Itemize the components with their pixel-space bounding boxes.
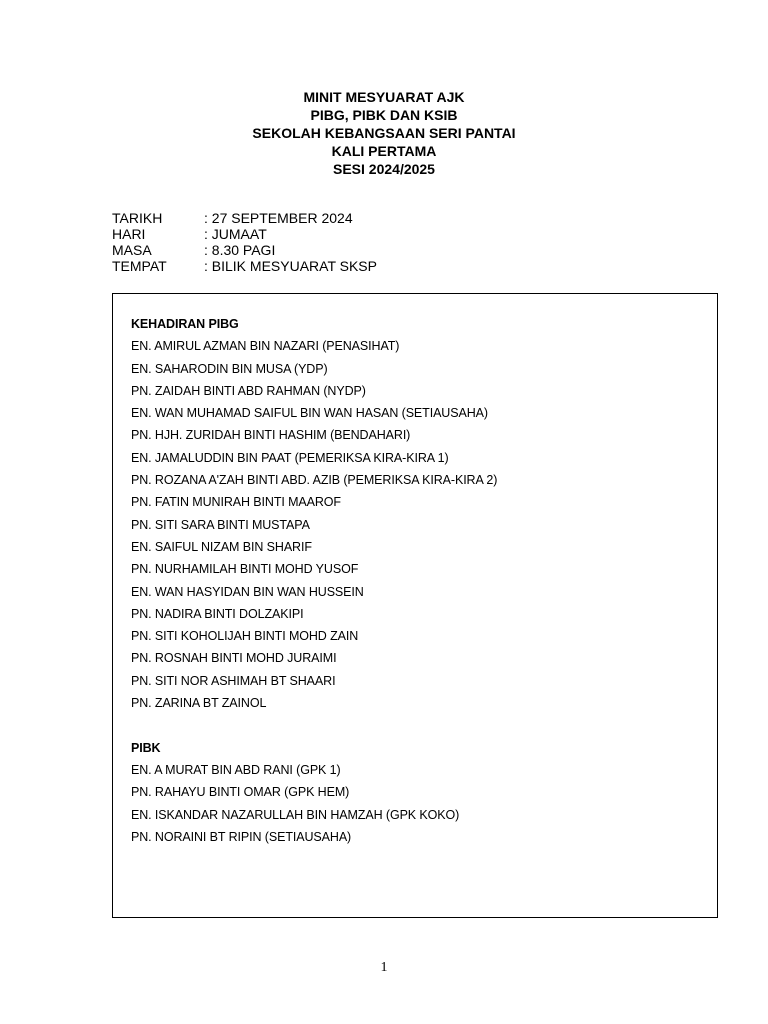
list-item: PN. NORAINI BT RIPIN (SETIAUSAHA) <box>131 829 352 844</box>
attendance-list <box>131 313 497 848</box>
meta-value: : 27 SEPTEMBER 2024 <box>204 210 353 226</box>
list-item: EN. AMIRUL AZMAN BIN NAZARI (PENASIHAT) <box>131 339 400 354</box>
attendance-box <box>112 293 718 918</box>
list-item: EN. WAN MUHAMAD SAIFUL BIN WAN HASAN (SETIAUSAHA) <box>131 406 488 421</box>
title-line: SEKOLAH KEBANGSAAN SERI PANTAI <box>252 125 516 141</box>
meeting-details <box>112 210 377 274</box>
meta-label: TEMPAT <box>112 258 167 274</box>
list-item: PN. HJH. ZURIDAH BINTI HASHIM (BENDAHARI) <box>131 428 411 443</box>
meta-value: : BILIK MESYUARAT SKSP <box>204 258 377 274</box>
list-item: EN. SAIFUL NIZAM BIN SHARIF <box>131 539 312 554</box>
meta-label: MASA <box>112 242 152 258</box>
meta-row-place <box>112 258 377 274</box>
section-spacer <box>131 714 497 736</box>
meta-row-day <box>112 226 377 242</box>
meta-label: TARIKH <box>112 210 163 226</box>
list-item: EN. WAN HASYIDAN BIN WAN HUSSEIN <box>131 584 364 599</box>
meta-value: : 8.30 PAGI <box>204 242 276 258</box>
list-item: EN. JAMALUDDIN BIN PAAT (PEMERIKSA KIRA-KIRA 1) <box>131 450 449 465</box>
document-title <box>0 88 768 178</box>
list-item: PN. ZAIDAH BINTI ABD RAHMAN (NYDP) <box>131 383 366 398</box>
list-item: PN. SITI NOR ASHIMAH BT SHAARI <box>131 673 336 688</box>
section-heading-pibk: PIBK <box>131 740 161 755</box>
title-line: MINIT MESYUARAT AJK <box>303 89 465 105</box>
title-line: PIBG, PIBK DAN KSIB <box>310 107 458 123</box>
list-item: PN. NADIRA BINTI DOLZAKIPI <box>131 606 304 621</box>
meta-row-time <box>112 242 377 258</box>
title-line: KALI PERTAMA <box>331 143 437 159</box>
title-line: SESI 2024/2025 <box>333 161 435 177</box>
meta-value: : JUMAAT <box>204 226 267 242</box>
meta-row-date <box>112 210 377 226</box>
meta-label: HARI <box>112 226 146 242</box>
list-item: PN. SITI KOHOLIJAH BINTI MOHD ZAIN <box>131 629 359 644</box>
list-item: PN. ZARINA BT ZAINOL <box>131 696 267 711</box>
list-item: PN. SITI SARA BINTI MUSTAPA <box>131 517 310 532</box>
list-item: PN. FATIN MUNIRAH BINTI MAAROF <box>131 495 341 510</box>
list-item: EN. SAHARODIN BIN MUSA (YDP) <box>131 361 328 376</box>
list-item: EN. A MURAT BIN ABD RANI (GPK 1) <box>131 762 341 777</box>
list-item: PN. ROSNAH BINTI MOHD JURAIMI <box>131 651 337 666</box>
page-number: 1 <box>380 960 388 975</box>
list-item: PN. NURHAMILAH BINTI MOHD YUSOF <box>131 562 359 577</box>
list-item: PN. RAHAYU BINTI OMAR (GPK HEM) <box>131 785 350 800</box>
section-heading-pibg: KEHADIRAN PIBG <box>131 317 239 331</box>
list-item: PN. ROZANA A'ZAH BINTI ABD. AZIB (PEMERIKSA KIRA-KIRA 2) <box>131 473 498 488</box>
list-item: EN. ISKANDAR NAZARULLAH BIN HAMZAH (GPK KOKO) <box>131 807 460 822</box>
